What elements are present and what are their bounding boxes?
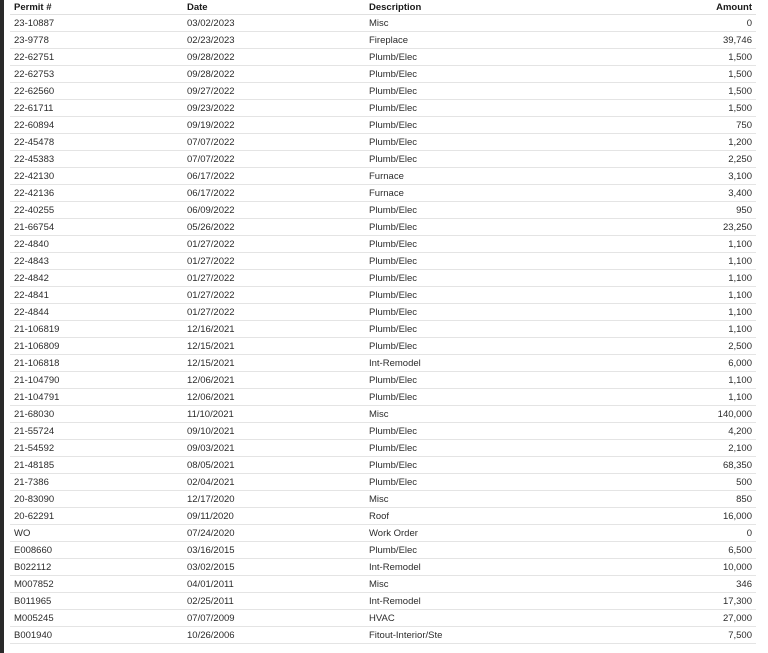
description-cell: Plumb/Elec — [369, 238, 418, 250]
table-row[interactable] — [10, 117, 756, 134]
permit-cell: 21-68030 — [14, 408, 55, 420]
permit-cell: 21-106809 — [14, 340, 60, 352]
date-cell: 04/01/2011 — [187, 578, 234, 590]
date-cell: 09/10/2021 — [187, 425, 235, 437]
table-row[interactable] — [10, 338, 756, 355]
amount-cell: 1,100 — [728, 374, 752, 386]
description-cell: Work Order — [369, 527, 418, 539]
permit-cell: 22-62751 — [14, 51, 55, 63]
table-body — [10, 15, 756, 644]
date-cell: 01/27/2022 — [187, 272, 235, 284]
table-row[interactable] — [10, 610, 756, 627]
date-cell: 05/26/2022 — [187, 221, 235, 233]
permit-cell: 23-10887 — [14, 17, 55, 29]
permit-cell: 21-106819 — [14, 323, 60, 335]
permit-cell: 22-62560 — [14, 85, 55, 97]
description-cell: Plumb/Elec — [369, 255, 418, 267]
permit-cell: 22-60894 — [14, 119, 55, 131]
table-row[interactable] — [10, 627, 756, 644]
table-row[interactable] — [10, 542, 756, 559]
table-row[interactable] — [10, 287, 756, 304]
table-row[interactable] — [10, 253, 756, 270]
table-row[interactable] — [10, 83, 756, 100]
table-row[interactable] — [10, 576, 756, 593]
table-row[interactable] — [10, 185, 756, 202]
date-cell: 07/07/2009 — [187, 612, 235, 624]
permit-cell: 22-4841 — [14, 289, 49, 301]
table-row[interactable] — [10, 372, 756, 389]
amount-cell: 1,100 — [728, 289, 752, 301]
description-cell: Misc — [369, 408, 389, 420]
table-row[interactable] — [10, 15, 756, 32]
description-cell: Furnace — [369, 187, 404, 199]
amount-cell: 3,400 — [728, 187, 752, 199]
table-row[interactable] — [10, 559, 756, 576]
date-cell: 01/27/2022 — [187, 289, 235, 301]
amount-cell: 2,100 — [728, 442, 752, 454]
description-cell: Plumb/Elec — [369, 85, 418, 97]
date-cell: 06/17/2022 — [187, 170, 235, 182]
permit-cell: M005245 — [14, 612, 54, 624]
date-cell: 01/27/2022 — [187, 306, 235, 318]
column-header-description[interactable]: Description — [369, 1, 422, 13]
date-cell: 02/25/2011 — [187, 595, 234, 607]
date-cell: 03/16/2015 — [187, 544, 235, 556]
amount-cell: 1,100 — [728, 323, 752, 335]
permit-cell: 22-4842 — [14, 272, 49, 284]
description-cell: Roof — [369, 510, 390, 522]
amount-cell: 346 — [736, 578, 752, 590]
table-row[interactable] — [10, 406, 756, 423]
description-cell: Plumb/Elec — [369, 153, 418, 165]
description-cell: HVAC — [369, 612, 395, 624]
date-cell: 01/27/2022 — [187, 255, 235, 267]
table-row[interactable] — [10, 32, 756, 49]
date-cell: 03/02/2023 — [187, 17, 235, 29]
date-cell: 07/07/2022 — [187, 153, 235, 165]
description-cell: Int-Remodel — [369, 595, 421, 607]
amount-cell: 1,100 — [728, 255, 752, 267]
table-row[interactable] — [10, 202, 756, 219]
date-cell: 02/23/2023 — [187, 34, 235, 46]
amount-cell: 1,100 — [728, 272, 752, 284]
permit-cell: 21-104791 — [14, 391, 60, 403]
table-row[interactable] — [10, 593, 756, 610]
amount-cell: 6,500 — [728, 544, 752, 556]
description-cell: Fireplace — [369, 34, 409, 46]
description-cell: Plumb/Elec — [369, 119, 418, 131]
permit-cell: B022112 — [14, 561, 52, 573]
description-cell: Plumb/Elec — [369, 476, 418, 488]
column-header-date[interactable]: Date — [187, 1, 208, 13]
date-cell: 09/28/2022 — [187, 68, 235, 80]
date-cell: 09/19/2022 — [187, 119, 235, 131]
table-row[interactable] — [10, 49, 756, 66]
description-cell: Plumb/Elec — [369, 221, 418, 233]
table-row[interactable] — [10, 66, 756, 83]
date-cell: 07/24/2020 — [187, 527, 235, 539]
column-header-permit[interactable]: Permit # — [14, 1, 52, 13]
description-cell: Plumb/Elec — [369, 306, 418, 318]
column-header-amount[interactable]: Amount — [716, 1, 752, 13]
amount-cell: 39,746 — [722, 34, 752, 46]
description-cell: Plumb/Elec — [369, 136, 418, 148]
amount-cell: 1,100 — [728, 306, 752, 318]
date-cell: 12/15/2021 — [187, 340, 235, 352]
table-row[interactable] — [10, 168, 756, 185]
amount-cell: 1,100 — [728, 391, 752, 403]
date-cell: 08/05/2021 — [187, 459, 235, 471]
description-cell: Plumb/Elec — [369, 289, 418, 301]
description-cell: Int-Remodel — [369, 561, 421, 573]
table-row[interactable] — [10, 134, 756, 151]
description-cell: Fitout-Interior/Ste — [369, 629, 443, 641]
amount-cell: 1,200 — [728, 136, 752, 148]
date-cell: 11/10/2021 — [187, 408, 234, 420]
permit-cell: 21-7386 — [14, 476, 49, 488]
table-row[interactable] — [10, 100, 756, 117]
description-cell: Int-Remodel — [369, 357, 421, 369]
amount-cell: 140,000 — [717, 408, 752, 420]
permit-cell: 22-4844 — [14, 306, 49, 318]
amount-cell: 750 — [736, 119, 752, 131]
date-cell: 09/03/2021 — [187, 442, 235, 454]
amount-cell: 27,000 — [722, 612, 752, 624]
date-cell: 06/09/2022 — [187, 204, 235, 216]
permit-cell: WO — [14, 527, 31, 539]
date-cell: 10/26/2006 — [187, 629, 235, 641]
permit-cell: 22-4840 — [14, 238, 49, 250]
permit-cell: 21-48185 — [14, 459, 55, 471]
table-row[interactable] — [10, 440, 756, 457]
amount-cell: 2,250 — [728, 153, 752, 165]
permit-cell: 22-62753 — [14, 68, 55, 80]
amount-cell: 950 — [736, 204, 752, 216]
permit-cell: 23-9778 — [14, 34, 49, 46]
date-cell: 12/06/2021 — [187, 374, 235, 386]
table-row[interactable] — [10, 491, 756, 508]
date-cell: 09/28/2022 — [187, 51, 235, 63]
amount-cell: 1,500 — [728, 68, 752, 80]
amount-cell: 1,500 — [728, 102, 752, 114]
table-row[interactable] — [10, 270, 756, 287]
date-cell: 07/07/2022 — [187, 136, 235, 148]
permit-cell: 22-45478 — [14, 136, 55, 148]
amount-cell: 850 — [736, 493, 752, 505]
permit-cell: M007852 — [14, 578, 54, 590]
description-cell: Plumb/Elec — [369, 442, 418, 454]
description-cell: Plumb/Elec — [369, 102, 418, 114]
date-cell: 01/27/2022 — [187, 238, 235, 250]
table-row[interactable] — [10, 304, 756, 321]
permit-cell: 21-104790 — [14, 374, 60, 386]
date-cell: 06/17/2022 — [187, 187, 235, 199]
amount-cell: 1,500 — [728, 51, 752, 63]
permit-cell: 22-4843 — [14, 255, 49, 267]
description-cell: Plumb/Elec — [369, 425, 418, 437]
date-cell: 03/02/2015 — [187, 561, 235, 573]
amount-cell: 2,500 — [728, 340, 752, 352]
permit-cell: 22-42130 — [14, 170, 55, 182]
date-cell: 09/23/2022 — [187, 102, 235, 114]
description-cell: Plumb/Elec — [369, 459, 418, 471]
description-cell: Plumb/Elec — [369, 391, 418, 403]
permits-table — [10, 0, 756, 644]
description-cell: Plumb/Elec — [369, 340, 418, 352]
permit-cell: B011965 — [14, 595, 52, 607]
amount-cell: 10,000 — [722, 561, 752, 573]
amount-cell: 68,350 — [722, 459, 752, 471]
amount-cell: 7,500 — [728, 629, 752, 641]
table-row[interactable] — [10, 474, 756, 491]
permit-cell: B001940 — [14, 629, 53, 641]
date-cell: 02/04/2021 — [187, 476, 235, 488]
permit-cell: 22-45383 — [14, 153, 55, 165]
description-cell: Plumb/Elec — [369, 544, 418, 556]
date-cell: 09/27/2022 — [187, 85, 235, 97]
amount-cell: 1,500 — [728, 85, 752, 97]
amount-cell: 3,100 — [728, 170, 752, 182]
table-row[interactable] — [10, 355, 756, 372]
date-cell: 12/16/2021 — [187, 323, 235, 335]
table-row[interactable] — [10, 321, 756, 338]
date-cell: 12/06/2021 — [187, 391, 235, 403]
amount-cell: 500 — [736, 476, 752, 488]
permit-cell: E008660 — [14, 544, 53, 556]
date-cell: 09/11/2020 — [187, 510, 234, 522]
permit-cell: 22-61711 — [14, 102, 54, 114]
description-cell: Misc — [369, 578, 389, 590]
permit-cell: 21-55724 — [14, 425, 55, 437]
description-cell: Plumb/Elec — [369, 68, 418, 80]
amount-cell: 16,000 — [722, 510, 752, 522]
permit-cell: 22-42136 — [14, 187, 55, 199]
permit-cell: 20-62291 — [14, 510, 55, 522]
description-cell: Misc — [369, 17, 389, 29]
amount-cell: 6,000 — [728, 357, 752, 369]
date-cell: 12/17/2020 — [187, 493, 235, 505]
amount-cell: 0 — [746, 17, 752, 29]
table-row[interactable] — [10, 151, 756, 168]
amount-cell: 23,250 — [722, 221, 752, 233]
description-cell: Furnace — [369, 170, 404, 182]
permit-cell: 21-106818 — [14, 357, 60, 369]
amount-cell: 4,200 — [728, 425, 752, 437]
amount-cell: 17,300 — [722, 595, 752, 607]
table-row[interactable] — [10, 525, 756, 542]
amount-cell: 0 — [746, 527, 752, 539]
permit-cell: 21-54592 — [14, 442, 55, 454]
permit-cell: 21-66754 — [14, 221, 55, 233]
table-row[interactable] — [10, 219, 756, 236]
description-cell: Plumb/Elec — [369, 204, 418, 216]
table-row[interactable] — [10, 508, 756, 525]
description-cell: Plumb/Elec — [369, 374, 418, 386]
description-cell: Misc — [369, 493, 389, 505]
window-left-edge — [0, 0, 4, 653]
description-cell: Plumb/Elec — [369, 272, 418, 284]
table-row[interactable] — [10, 389, 756, 406]
table-row[interactable] — [10, 457, 756, 474]
description-cell: Plumb/Elec — [369, 323, 418, 335]
date-cell: 12/15/2021 — [187, 357, 235, 369]
amount-cell: 1,100 — [728, 238, 752, 250]
permit-cell: 22-40255 — [14, 204, 55, 216]
table-row[interactable] — [10, 236, 756, 253]
description-cell: Plumb/Elec — [369, 51, 418, 63]
table-row[interactable] — [10, 423, 756, 440]
permit-cell: 20-83090 — [14, 493, 55, 505]
table-header-row — [10, 0, 756, 15]
